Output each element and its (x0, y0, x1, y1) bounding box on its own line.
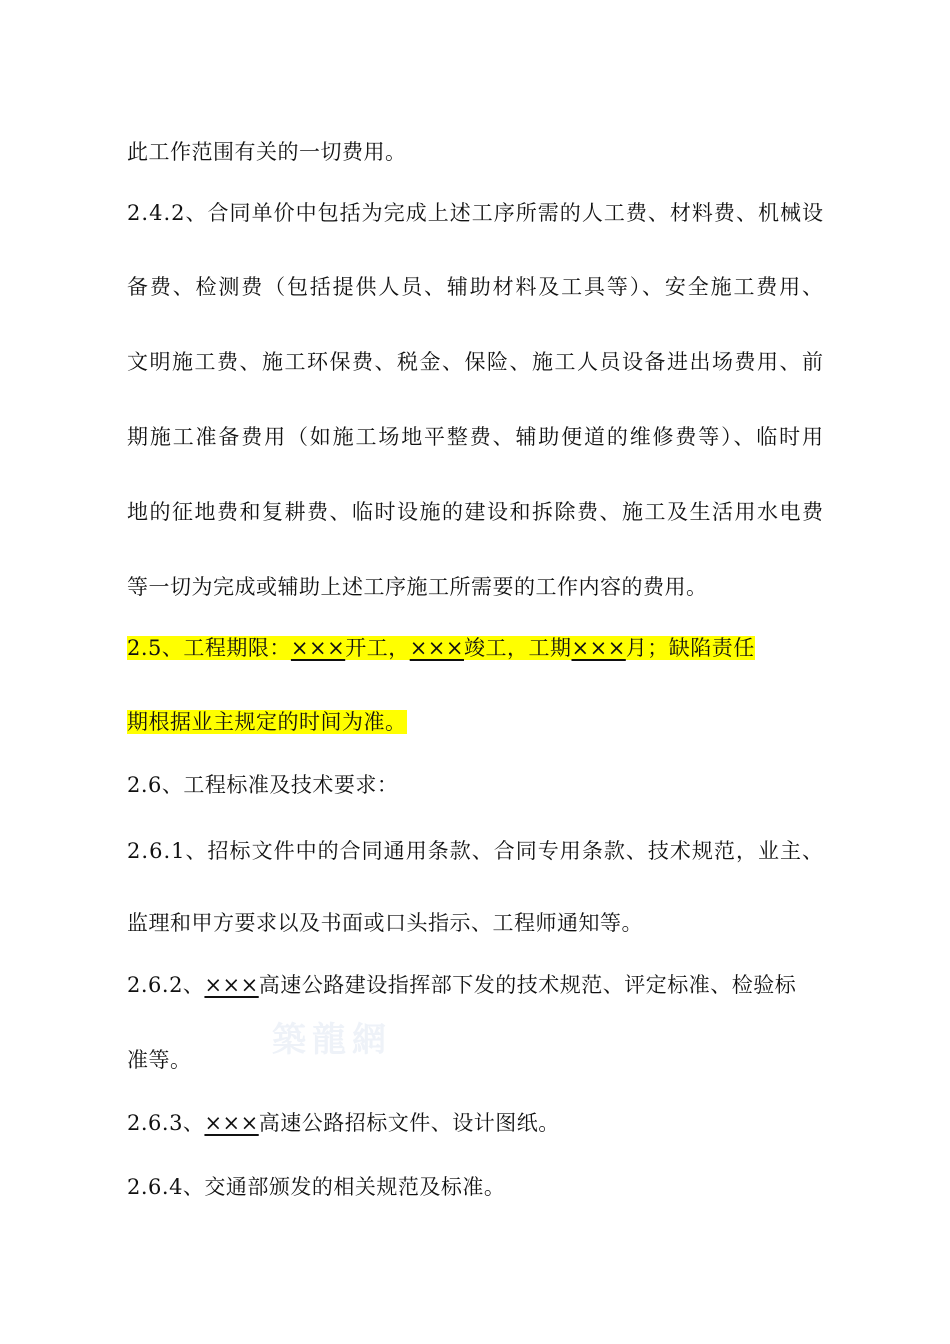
clause-2-6-3 (127, 1108, 823, 1138)
text-segment: 开工， (345, 636, 410, 660)
clause-label: 2.6.3、 (127, 1111, 205, 1135)
highlight (127, 636, 755, 660)
clause-2-4-2-line-3 (127, 347, 823, 377)
clause-2-4-1-tail: 此工作范围有关的一切费用。 (127, 140, 407, 164)
clause-2-4-2-line-4 (127, 422, 823, 452)
clause-2-4-2-line-5 (127, 497, 823, 527)
clause-label: 2.6.2、 (127, 973, 205, 997)
text-segment: 地的征地费和复耕费、临时设施的建设和拆除费、施工及生活用水电费 (127, 500, 825, 524)
clause-2-6-4: 2.6.4、交通部颁发的相关规范及标准。 (127, 1175, 506, 1199)
text-segment: 月；缺陷责任 (625, 636, 755, 660)
blank-field: ××× (409, 636, 464, 660)
text-segment: 期施工准备费用（如施工场地平整费、辅助便道的维修费等）、临时用 (127, 425, 825, 449)
text-segment: 高速公路建设指挥部下发的技术规范、评定标准、检验标 (258, 973, 797, 997)
blank-field: ××× (204, 1111, 259, 1135)
clause-2-6-1-line-1 (127, 836, 823, 866)
clause-2-5-line-2 (127, 707, 823, 737)
blank-field: ××× (290, 636, 346, 660)
clause-2-6-2-line-2: 准等。 (127, 1048, 192, 1072)
text-segment: 2.4.2、合同单价中包括为完成上述工序所需的人工费、材料费、机械设 (127, 201, 825, 225)
text-segment: 高速公路招标文件、设计图纸。 (258, 1111, 560, 1135)
clause-2-4-2-line-2 (127, 272, 823, 302)
blank-field: ××× (571, 636, 626, 660)
clause-2-6-heading: 2.6、工程标准及技术要求： (127, 773, 399, 797)
highlight: 期根据业主规定的时间为准。 (127, 710, 407, 734)
text-segment: 备费、检测费（包括提供人员、辅助材料及工具等）、安全施工费用、 (127, 275, 825, 299)
blank-field: ××× (204, 973, 259, 997)
clause-2-4-2-line-1 (127, 198, 823, 228)
clause-2-5-line-1 (127, 633, 823, 663)
watermark: 築龍網 (272, 1020, 392, 1060)
text-segment: 文明施工费、施工环保费、税金、保险、施工人员设备进出场费用、前 (127, 350, 825, 374)
text-segment: 2.6.1、招标文件中的合同通用条款、合同专用条款、技术规范，业主、 (127, 839, 825, 863)
text-segment: 竣工，工期 (464, 636, 572, 660)
clause-2-6-1-line-2: 监理和甲方要求以及书面或口头指示、工程师通知等。 (127, 911, 643, 935)
clause-label: 2.5、工程期限： (127, 636, 291, 660)
clause-2-6-2-line-1 (127, 970, 823, 1000)
clause-2-4-2-line-6: 等一切为完成或辅助上述工序施工所需要的工作内容的费用。 (127, 575, 708, 599)
